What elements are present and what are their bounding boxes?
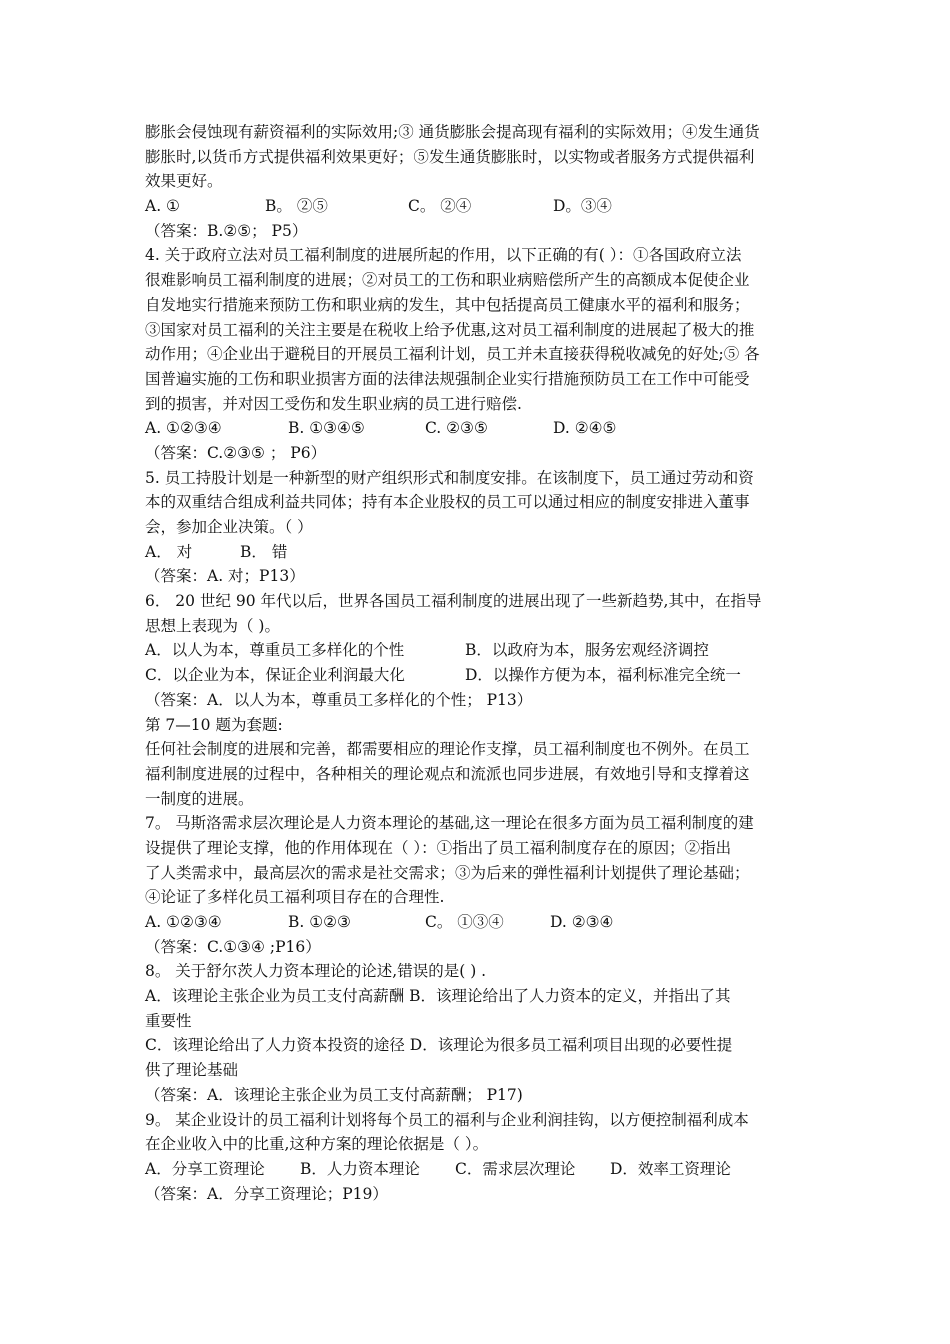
- q5-options: [145, 540, 807, 565]
- document-page: [145, 120, 807, 1206]
- text-line: 膨胀会侵蚀现有薪资福利的实际效用;③ 通货膨胀会提高现有福利的实际效用；④发生通货: [145, 123, 760, 141]
- option-b: B．人力资本理论: [300, 1159, 420, 1178]
- option-c: C。 ②④: [408, 197, 472, 216]
- question-line: 8。 关于舒尔茨人力资本理论的论述,错误的是( ) .: [145, 962, 487, 981]
- option-c: C．以企业为本，保证企业利润最大化: [145, 666, 405, 685]
- q6-options-row2: [145, 663, 807, 688]
- text-line: 任何社会制度的进展和完善，都需要相应的理论作支撑，员工福利制度也不例外。在员工: [145, 740, 750, 759]
- answer-line: （答案：A．分享工资理论；P19）: [145, 1184, 388, 1203]
- answer-line: （答案：A．该理论主张企业为员工支付高薪酬； P17): [145, 1085, 523, 1104]
- answer-line: （答案：B.②⑤； P5）: [145, 221, 308, 240]
- text-line: C．该理论给出了人力资本投资的途径 D．该理论为很多员工福利项目出现的必要性提: [145, 1036, 733, 1055]
- answer-line: （答案：A．以人为本，尊重员工多样化的个性； P13）: [145, 690, 533, 709]
- option-b: B. ①③④⑤: [288, 419, 365, 438]
- q3-options: [145, 194, 807, 219]
- option-c: C．需求层次理论: [455, 1159, 576, 1178]
- q9-options: [145, 1157, 807, 1182]
- option-a: A. ①: [145, 197, 180, 216]
- text-line: 会，参加企业决策。（ ）: [145, 518, 313, 536]
- text-line: 很难影响员工福利制度的进展；②对员工的工伤和职业病赔偿所产生的高额成本促使企业: [145, 271, 750, 290]
- option-a: A． 对: [145, 542, 193, 561]
- answer-line: （答案：C.②③⑤ ； P6）: [145, 443, 327, 462]
- answer-line: （答案：A. 对；P13）: [145, 567, 305, 586]
- text-line: 思想上表现为（ )。: [145, 616, 280, 635]
- text-line: 福利制度进展的过程中，各种相关的理论观点和流派也同步进展，有效地引导和支撑着这: [145, 764, 750, 783]
- option-d: D. ②③④: [550, 913, 614, 931]
- text-line: ④论证了多样化员工福利项目存在的合理性.: [145, 888, 445, 907]
- question-line: 6． 20 世纪 90 年代以后，世界各国员工福利制度的进展出现了一些新趋势,其中，在指导: [145, 592, 762, 611]
- answer-line: （答案：C.①③④ ;P16）: [145, 937, 321, 956]
- option-b: B. ①②③: [288, 913, 351, 931]
- text-line: 了人类需求中，最高层次的需求是社交需求；③为后来的弹性福利计划提供了理论基础；: [145, 863, 750, 882]
- option-d: D．以操作方便为本，福利标准完全统一: [465, 666, 741, 685]
- q7-options: [145, 910, 807, 935]
- option-c: C. ②③⑤: [425, 419, 488, 438]
- option-d: D. ②④⑤: [553, 419, 617, 438]
- text-line: 效果更好。: [145, 172, 223, 191]
- text-line: 在企业收入中的比重,这种方案的理论依据是（ ）。: [145, 1135, 489, 1154]
- text-line: 动作用；④企业出于避税目的开展员工福利计划，员工并未直接获得税收减免的好处;⑤ 各: [145, 345, 760, 364]
- option-a: A. ①②③④: [145, 419, 222, 438]
- text-line: 重要性: [145, 1011, 192, 1030]
- question-line: 7。 马斯洛需求层次理论是人力资本理论的基础,这一理论在很多方面为员工福利制度的建: [145, 814, 754, 833]
- question-line: 4. 关于政府立法对员工福利制度的进展所起的作用，以下正确的有( ）：①各国政府立法: [145, 246, 742, 265]
- option-d: D。③④: [553, 197, 612, 216]
- question-line: 9。 某企业设计的员工福利计划将每个员工的福利与企业利润挂钩，以方便控制福利成本: [145, 1110, 749, 1129]
- option-c: C。 ①③④: [425, 913, 504, 931]
- option-d: D．效率工资理论: [610, 1159, 731, 1178]
- question-line: 5. 员工持股计划是一种新型的财产组织形式和制度安排。在该制度下，员工通过劳动和资: [145, 468, 754, 487]
- text-line: 供了理论基础: [145, 1061, 239, 1080]
- option-b: B． 错: [240, 542, 288, 561]
- option-a: A．分享工资理论: [145, 1159, 265, 1178]
- text-line: 自发地实行措施来预防工伤和职业病的发生，其中包括提高员工健康水平的福利和服务；: [145, 295, 750, 314]
- text-line: 本的双重结合组成利益共同体；持有本企业股权的员工可以通过相应的制度安排进入董事: [145, 493, 750, 512]
- option-a: A. ①②③④: [145, 913, 222, 931]
- section-heading: 第 7—10 题为套题:: [145, 715, 283, 734]
- text-line: 国普遍实施的工伤和职业损害方面的法律法规强制企业实行措施预防员工在工作中可能受: [145, 369, 750, 388]
- text-line: 到的损害，并对因工受伤和发生职业病的员工进行赔偿.: [145, 394, 522, 413]
- text-line: ③国家对员工福利的关注主要是在税收上给予优惠,这对员工福利制度的进展起了极大的推: [145, 320, 755, 339]
- option-b: B．以政府为本，服务宏观经济调控: [465, 641, 709, 660]
- text-line: 一制度的进展。: [145, 789, 254, 808]
- text-line: 设提供了理论支撑，他的作用体现在（ ）：①指出了员工福利制度存在的原因；②指出: [145, 838, 732, 857]
- option-a: A．以人为本，尊重员工多样化的个性: [145, 641, 405, 660]
- option-b: B。 ②⑤: [265, 197, 328, 216]
- q6-options-row1: [145, 638, 807, 663]
- text-line: 膨胀时,以货币方式提供福利效果更好；⑤发生通货膨胀时，以实物或者服务方式提供福利: [145, 147, 755, 166]
- text-line: A．该理论主张企业为员工支付高薪酬 B．该理论给出了人力资本的定义，并指出了其: [145, 987, 731, 1006]
- q4-options: [145, 416, 807, 441]
